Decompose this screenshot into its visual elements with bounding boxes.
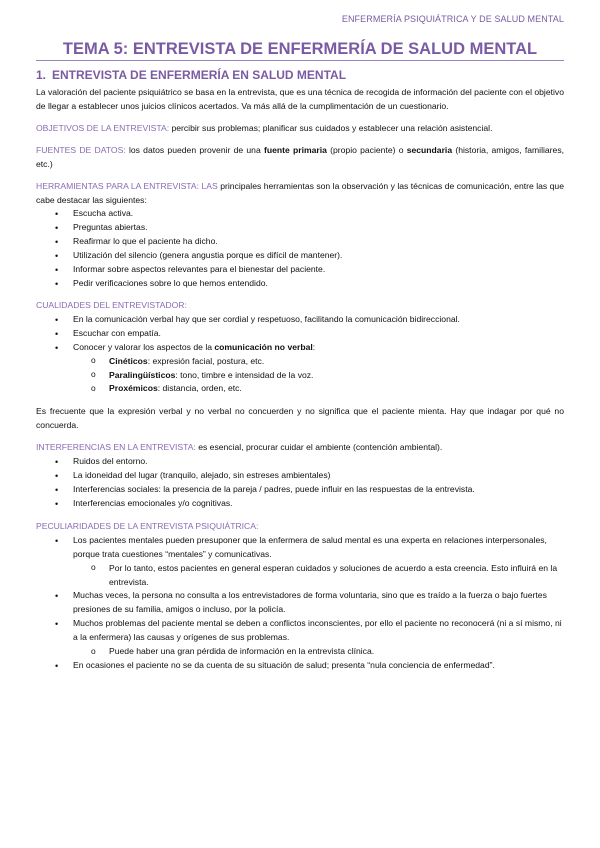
sub-list-item [36,355,564,369]
sub-list-item: o Por lo tanto, estos pacientes en general esperan cuidados y soluciones de acuerdo a esta creencia. Esto influirá en la entrevista. [36,562,564,590]
sub-list-item [36,369,564,383]
list-item: • La idoneidad del lugar (tranquilo, alejado, sin estreses ambientales) [36,469,564,483]
list-item: • Escucha activa. [36,207,564,221]
herramientas-label: HERRAMIENTAS PARA LA ENTREVISTA: LAS [36,180,218,191]
interferencias-paragraph [36,441,564,455]
herramientas-text: principales herramientas son la observación y las técnicas de comunicación, entre las que cabe destacar las siguientes: [36,180,564,205]
list-item: • Muchos problemas del paciente mental se deben a conflictos inconscientes, por ello el paciente no reconocerá (ni a sí mismo, ni a la enfermera) las causas y orígenes de sus problemas. [36,617,564,645]
herramientas-list [36,207,564,291]
section-heading [36,68,564,84]
list-item: • Los pacientes mentales pueden presuponer que la enfermera de salud mental es una experta en relaciones interpersonales, porque trata cuestiones “mentales” y comunicativas. [36,534,564,562]
sub-item-term: Proxémicos [109,383,158,394]
cualidades-item3-colon: : [312,341,316,352]
list-item [36,341,564,355]
list-item: • Utilización del silencio (genera angustia porque es difícil de mantener). [36,249,564,263]
sub-item-text: : distancia, orden, etc. [157,383,242,394]
list-item: • Interferencias emocionales y/o cognitivas. [36,497,564,511]
list-item: • Escuchar con empatía. [36,327,564,341]
list-item: • Ruidos del entorno. [36,455,564,469]
interferencias-label: INTERFERENCIAS EN LA ENTREVISTA: [36,442,196,453]
cualidades-heading [36,299,564,313]
objetivos-text: percibir sus problemas; planificar sus cuidados y establecer una relación asistencial. [169,122,493,133]
list-item: • Informar sobre aspectos relevantes para el bienestar del paciente. [36,263,564,277]
fuentes-text-3: (historia, amigos, familiares, etc.) [36,144,565,169]
sub-item-text: : tono, timbre e intensidad de la voz. [175,369,314,380]
fuentes-text-1: los datos pueden provenir de una [125,144,264,155]
list-item: • En ocasiones el paciente no se da cuenta de su situación de salud; presenta “nula conciencia de enfermedad”. [36,659,564,673]
list-item: • Reafirmar lo que el paciente ha dicho. [36,235,564,249]
fuentes-paragraph [36,144,564,172]
herramientas-paragraph [36,180,564,208]
list-item: • Muchas veces, la persona no consulta a los entrevistadores de forma voluntaria, sino que es traído a la fuerza o bajo fuertes presiones de su familia, amigos o incluso, por la policía. [36,589,564,617]
list-item: • Pedir verificaciones sobre lo que hemos entendido. [36,277,564,291]
section-number: 1. [36,68,47,83]
list-item: • En la comunicación verbal hay que ser cordial y respetuoso, facilitando la comunicación bidireccional. [36,313,564,327]
list-item: • Interferencias sociales: la presencia de la pareja / padres, puede influir en las respuestas de la entrevista. [36,483,564,497]
page-title: TEMA 5: ENTREVISTA DE ENFERMERÍA DE SALUD MENTAL [36,40,564,62]
fuentes-text-2: (propio paciente) o [326,144,407,155]
cualidades-label: CUALIDADES DEL ENTREVISTADOR: [36,299,187,310]
interferencias-list [36,455,564,511]
section-heading-text: ENTREVISTA DE ENFERMERÍA EN SALUD MENTAL [52,68,347,83]
peculiaridades-heading [36,520,564,534]
interferencias-text: es esencial, procurar cuidar el ambiente (contención ambiental). [195,442,443,453]
sub-list-item: o Puede haber una gran pérdida de información en la entrevista clínica. [36,645,564,659]
sub-item-text: : expresión facial, postura, etc. [147,355,265,366]
sub-item-term: Cinéticos [109,355,148,366]
peculiaridades-label: PECULIARIDADES DE LA ENTREVISTA PSIQUIÁTRICA: [36,520,259,531]
comunicacion-no-verbal: comunicación no verbal [214,341,313,352]
objetivos-paragraph [36,122,564,136]
sub-list-item [36,382,564,396]
cualidades-list [36,313,564,397]
peculiaridades-list [36,534,564,673]
fuentes-secundaria: secundaria [406,144,453,155]
intro-paragraph: La valoración del paciente psiquiátrico se basa en la entrevista, que es una técnica de recogida de información del paciente con el objetivo de llegar a establecer unos juicios clínicos acertados. Va más allá de la cumplimentación de un cuestionario. [36,86,564,111]
fuentes-primaria: fuente primaria [263,144,327,155]
objetivos-label: OBJETIVOS DE LA ENTREVISTA: [36,122,170,133]
list-item: • Preguntas abiertas. [36,221,564,235]
running-header: ENFERMERÍA PSIQUIÁTRICA Y DE SALUD MENTAL [341,14,564,24]
cualidades-item3-text: Conocer y valorar los aspectos de la [73,341,215,352]
fuentes-label: FUENTES DE DATOS: [36,144,126,155]
frecuente-paragraph: Es frecuente que la expresión verbal y no verbal no concuerden y no significa que el paciente mienta. Hay que indagar por qué no concuerda. [36,406,564,431]
sub-item-term: Paralingüísticos [109,369,176,380]
